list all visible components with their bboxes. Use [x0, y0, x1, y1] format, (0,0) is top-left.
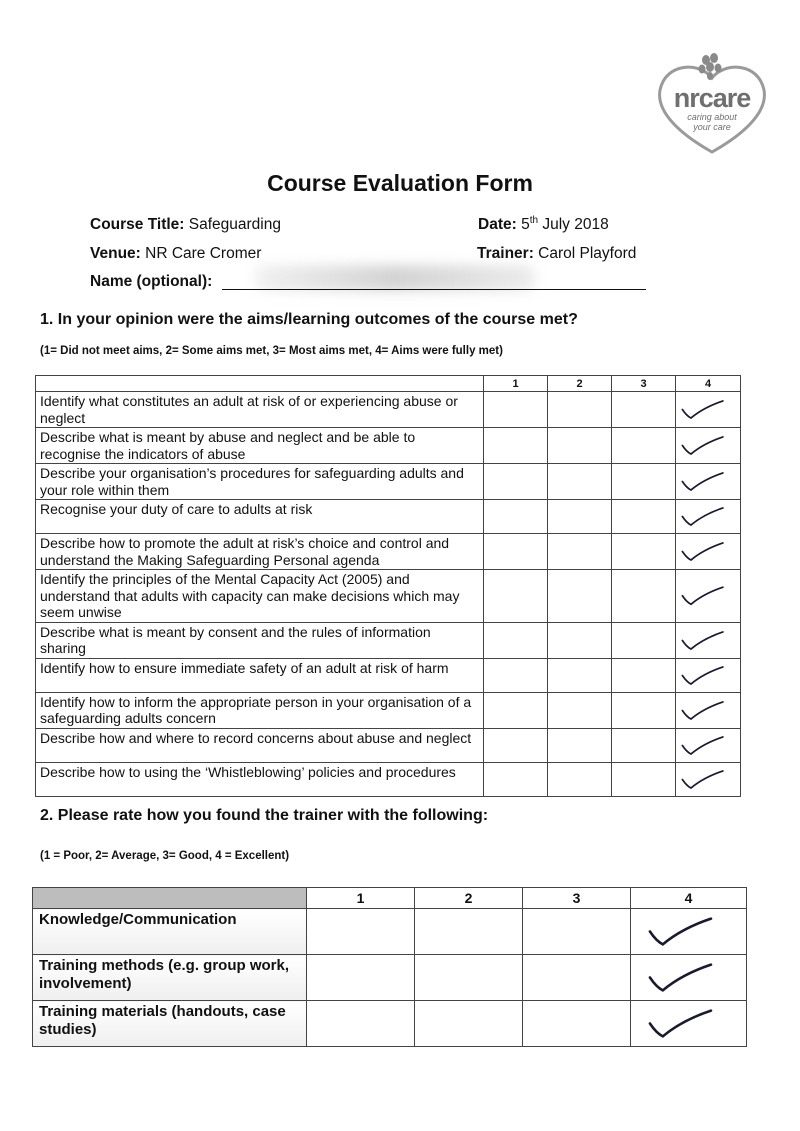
name-underline [222, 289, 646, 290]
rating-cell-2[interactable] [548, 534, 612, 570]
table-row [36, 762, 741, 796]
rating-cell-4[interactable] [676, 534, 741, 570]
rating-cell-1[interactable] [484, 570, 548, 623]
name-label: Name (optional): [90, 273, 213, 290]
rating-cell-2[interactable] [548, 500, 612, 534]
row-description: Training materials (handouts, case studies) [33, 1001, 307, 1047]
header-col-1: 1 [307, 888, 415, 909]
checkmark-icon [631, 955, 746, 1000]
venue-label: Venue: [90, 245, 141, 262]
rating-cell-1[interactable] [484, 428, 548, 464]
checkmark-icon [676, 534, 740, 569]
logo-brand-text: nrcare [673, 83, 751, 113]
page-title: Course Evaluation Form [267, 170, 533, 196]
venue-field [90, 245, 261, 263]
rating-cell-1[interactable] [484, 692, 548, 728]
row-description: Recognise your duty of care to adults at risk [36, 500, 484, 534]
header-col-3: 3 [523, 888, 631, 909]
rating-cell-1[interactable] [307, 955, 415, 1001]
venue-value: NR Care Cromer [145, 245, 262, 262]
header-col-1: 1 [484, 376, 548, 392]
rating-cell-3[interactable] [612, 762, 676, 796]
question-1-scale: (1= Did not meet aims, 2= Some aims met, 3= Most aims met, 4= Aims were fully met) [40, 345, 503, 357]
rating-cell-1[interactable] [307, 909, 415, 955]
rating-cell-4[interactable] [676, 622, 741, 658]
checkmark-icon [676, 729, 740, 762]
rating-cell-3[interactable] [612, 392, 676, 428]
rating-cell-3[interactable] [523, 955, 631, 1001]
rating-cell-3[interactable] [612, 464, 676, 500]
rating-cell-4[interactable] [676, 728, 741, 762]
checkmark-icon [676, 570, 740, 622]
rating-cell-2[interactable] [548, 464, 612, 500]
rating-cell-3[interactable] [612, 428, 676, 464]
rating-cell-2[interactable] [415, 1001, 523, 1047]
rating-cell-2[interactable] [548, 762, 612, 796]
table-row [36, 658, 741, 692]
rating-cell-1[interactable] [484, 622, 548, 658]
table-row [36, 622, 741, 658]
rating-cell-2[interactable] [548, 622, 612, 658]
row-description: Describe how to promote the adult at risk’s choice and control and understand the Making Safeguarding Personal agenda [36, 534, 484, 570]
checkmark-icon [631, 909, 746, 954]
rating-cell-3[interactable] [612, 728, 676, 762]
row-description: Identify the principles of the Mental Capacity Act (2005) and understand that adults with capacity can make decisions which may seem unwise [36, 570, 484, 623]
trainer-value: Carol Playford [538, 245, 637, 262]
rating-cell-2[interactable] [415, 955, 523, 1001]
rating-cell-1[interactable] [484, 658, 548, 692]
rating-cell-4[interactable] [676, 658, 741, 692]
date-label: Date: [478, 216, 517, 233]
date-suffix: th [529, 214, 539, 226]
table-row [36, 728, 741, 762]
rating-cell-3[interactable] [612, 692, 676, 728]
header-col-4: 4 [631, 888, 747, 909]
rating-cell-3[interactable] [612, 534, 676, 570]
rating-cell-1[interactable] [484, 392, 548, 428]
trainer-field [477, 245, 636, 263]
row-description: Describe what is meant by consent and the rules of information sharing [36, 622, 484, 658]
header-col-3: 3 [612, 376, 676, 392]
row-description: Describe your organisation’s procedures for safeguarding adults and your role within them [36, 464, 484, 500]
header-col-2: 2 [415, 888, 523, 909]
rating-cell-2[interactable] [548, 728, 612, 762]
redacted-name [255, 265, 535, 291]
rating-cell-1[interactable] [484, 500, 548, 534]
rating-cell-3[interactable] [612, 622, 676, 658]
rating-cell-2[interactable] [548, 392, 612, 428]
row-description: Identify what constitutes an adult at risk of or experiencing abuse or neglect [36, 392, 484, 428]
table-row [33, 1001, 747, 1047]
question-2: 2. Please rate how you found the trainer with the following: [40, 807, 489, 824]
table-row [36, 534, 741, 570]
checkmark-icon [676, 392, 740, 427]
logo-tagline-1: caring about [687, 112, 737, 122]
rating-cell-4[interactable] [631, 1001, 747, 1047]
rating-cell-3[interactable] [612, 658, 676, 692]
table-row [33, 909, 747, 955]
row-description: Identify how to inform the appropriate person in your organisation of a safeguarding adults concern [36, 692, 484, 728]
rating-cell-4[interactable] [676, 762, 741, 796]
header-col-2: 2 [548, 376, 612, 392]
rating-cell-1[interactable] [484, 762, 548, 796]
name-field [90, 273, 212, 291]
rating-cell-4[interactable] [676, 464, 741, 500]
table-row [36, 428, 741, 464]
date-field [478, 216, 609, 234]
table-header-row [33, 888, 747, 909]
row-description: Describe how and where to record concerns about abuse and neglect [36, 728, 484, 762]
course-title-field [90, 216, 281, 234]
rating-cell-4[interactable] [676, 392, 741, 428]
rating-cell-1[interactable] [484, 464, 548, 500]
rating-cell-4[interactable] [676, 570, 741, 623]
checkmark-icon [676, 763, 740, 796]
rating-cell-1[interactable] [484, 728, 548, 762]
rating-cell-2[interactable] [548, 570, 612, 623]
trainer-label: Trainer: [477, 245, 534, 262]
checkmark-icon [676, 693, 740, 728]
row-description: Describe what is meant by abuse and neglect and be able to recognise the indicators of abuse [36, 428, 484, 464]
table-header-row [36, 376, 741, 392]
question-2-scale: (1 = Poor, 2= Average, 3= Good, 4 = Excellent) [40, 850, 290, 862]
table-row [36, 570, 741, 623]
rating-cell-4[interactable] [631, 909, 747, 955]
aims-rating-table [35, 375, 741, 797]
question-1: 1. In your opinion were the aims/learning outcomes of the course met? [40, 311, 578, 328]
nrcare-logo [652, 50, 772, 160]
rating-cell-4[interactable] [676, 428, 741, 464]
logo-tagline-2: your care [693, 122, 731, 132]
rating-cell-2[interactable] [548, 428, 612, 464]
rating-cell-3[interactable] [612, 500, 676, 534]
rating-cell-1[interactable] [307, 1001, 415, 1047]
row-description: Training methods (e.g. group work, involvement) [33, 955, 307, 1001]
checkmark-icon [676, 464, 740, 499]
rating-cell-1[interactable] [484, 534, 548, 570]
table-row [36, 500, 741, 534]
header-description [36, 376, 484, 392]
table-row [36, 392, 741, 428]
table-row [36, 692, 741, 728]
header-col-4: 4 [676, 376, 741, 392]
date-rest: July 2018 [542, 216, 609, 233]
checkmark-icon [676, 659, 740, 692]
date-day: 5 [521, 216, 530, 233]
checkmark-icon [676, 623, 740, 658]
rating-cell-4[interactable] [676, 500, 741, 534]
rating-cell-4[interactable] [631, 955, 747, 1001]
checkmark-icon [631, 1001, 746, 1046]
rating-cell-2[interactable] [548, 658, 612, 692]
row-description: Describe how to using the ‘Whistleblowing’ policies and procedures [36, 762, 484, 796]
rating-cell-3[interactable] [612, 570, 676, 623]
checkmark-icon [676, 500, 740, 533]
course-title-value: Safeguarding [188, 216, 281, 233]
rating-cell-4[interactable] [676, 692, 741, 728]
course-title-label: Course Title: [90, 216, 185, 233]
rating-cell-3[interactable] [523, 909, 631, 955]
trainer-rating-table [32, 887, 747, 1047]
row-description: Knowledge/Communication [33, 909, 307, 955]
rating-cell-3[interactable] [523, 1001, 631, 1047]
table-row [36, 464, 741, 500]
checkmark-icon [676, 428, 740, 463]
rating-cell-2[interactable] [548, 692, 612, 728]
table-row [33, 955, 747, 1001]
header-description [33, 888, 307, 909]
rating-cell-2[interactable] [415, 909, 523, 955]
row-description: Identify how to ensure immediate safety of an adult at risk of harm [36, 658, 484, 692]
